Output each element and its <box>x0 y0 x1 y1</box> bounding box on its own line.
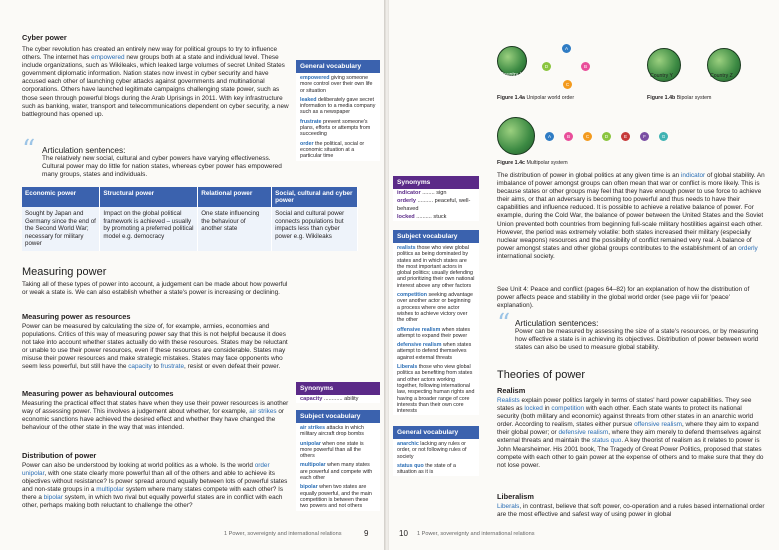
table-cell: Impact on the global political framework is achieved – usually by promoting a preferred political model e.g. democracy <box>100 207 198 251</box>
globe-multipolar <box>497 117 535 155</box>
resources-paragraph: Power can be measured by calculating the size of, for example, armies, economies and populations. Critics of this way of measuring power say that this is not helpful because it does not take into account whether states actually do with these resources. States may be reluctant or unable to use their power resources, even if these resources are considerable. States may misuse their power resources and make strategic mistakes. States may face opponents who seem less powerful, but still have the capacity to frustrate, resist or even defeat their power. <box>22 323 288 371</box>
table-header: Structural power <box>100 187 198 207</box>
articulation-text: Power can be measured by assessing the size of a state's resources, or by measuring how effective a state is in achieving its objectives. Distribution of power between world states can also be used to measure global stability. <box>515 328 759 352</box>
sidebar-title: Subject vocabulary <box>296 410 380 423</box>
synonym-row: orderly .......... peaceful, well-behaved <box>397 198 471 212</box>
circle-e: E <box>621 132 630 141</box>
synonyms-box <box>393 176 479 221</box>
circle-d: D <box>602 132 611 141</box>
country-y-label: Country Y <box>650 73 673 79</box>
circle-c: C <box>583 132 592 141</box>
vocab-item: multipolar when many states are powerful and compete with each other <box>300 462 373 482</box>
synonym-row: indicator ........ sign <box>397 190 447 196</box>
table-cell: Sought by Japan and Germany since the end of the Second World War; necessary for military power <box>22 207 100 251</box>
vocab-item: offensive realism when states attempt to expand their power <box>397 326 471 339</box>
circle-f: F <box>640 132 649 141</box>
country-x-label: Country X <box>500 72 524 78</box>
cross-reference-paragraph: See Unit 4: Peace and conflict (pages 64–82) for an explanation of how the distribution of power affects peace and stability in the global world order (see page viii for 'peace' explanation). <box>497 286 750 310</box>
country-z-label: Country Z <box>710 73 733 79</box>
circle-a: A <box>545 132 554 141</box>
quote-icon: “ <box>22 135 36 165</box>
vocab-item: bipolar when two states are equally powerful, and the main competition is between these two powers and not others <box>300 484 372 510</box>
figure-caption: Figure 1.4a Unipolar world order <box>497 95 575 101</box>
distribution-paragraph: Power can also be understood by looking at world politics as a whole. Is the world order unipolar, with one state clearly more powerful than all of the others and able to achieve its objectives without resistance? Is power spread around equally between lots of powerful states and non-state groups in a multipolar system where many states compete with each other? Is there a bipolar system, in which two rival but equally powerful states are in conflict with each other, perhaps making both reluctant to challenge the other? <box>22 462 288 510</box>
circle-b: B <box>564 132 573 141</box>
quote-icon: “ <box>497 309 511 339</box>
footer-text: 1 Power, sovereignty and international relations <box>417 531 535 537</box>
synonyms-box <box>296 382 380 403</box>
resources-heading: Measuring power as resources <box>22 312 131 321</box>
vocab-item: empowered giving someone more control over their own life or situation <box>300 75 373 94</box>
synonym-row: locked .......... stuck <box>397 214 447 220</box>
distribution-paragraph: The distribution of power in global politics at any given time is an indicator of global stability. An imbalance of power amongst groups can often mean that war or conflict is more likely. This is because states or other groups may feel that they have enough power to use force to achieve their aims, or that an adversary is becoming too powerful and thus needs to have their capabilities and influence reduced. It is possible to achieve a relative balance of power. For example, during the Cold War, the balance of power between the United States and the Soviet Union prevented both countries from beginning full-scale military hostilities against each other. However, the period was extremely volatile: both states increased their military (especially nuclear weapons) resources and the possibility of conflict remained very real. A balance of power amongst states and other global groups contributes to the establishment of an orderly international society. <box>497 172 765 260</box>
vocab-item: status quo the state of a situation as it is <box>397 462 456 476</box>
vocab-item: Liberals those who view global politics as benefiting from states and other actors working together, following international law, respecting human rights and having a broader range of core interests than their own core interests <box>397 364 475 415</box>
behaviour-paragraph: Measuring the practical effect that states have when they use their power resources is another way of assessing power. This involves a judgement about whether, for example, air strikes or economic sanctions have achieved the desired effect and whether they have changed the behaviour of the other state in the way that was intended. <box>22 400 289 432</box>
vocab-item: unipolar when one state is more powerful than all the others <box>300 440 364 460</box>
vocab-item: realists those who view global politics as being dominated by states and in which states are the most important actors in global politics; usually defending and prioritizing their own national interest above any other factors <box>397 245 475 289</box>
articulation-title: Articulation sentences: <box>515 318 599 328</box>
figure-caption: Figure 1.4b Bipolar system <box>647 95 712 101</box>
sidebar-title: Subject vocabulary <box>393 230 479 243</box>
subject-vocabulary-box <box>393 230 479 415</box>
measuring-paragraph: Taking all of these types of power into account, a judgement can be made about how powerful or weak a state is. We can also establish whether a state's power is increasing or declining. <box>22 281 288 297</box>
synonym-row: capacity ............ ability <box>300 396 359 402</box>
circle-d: D <box>542 62 551 71</box>
circle-b: B <box>581 62 590 71</box>
left-page <box>0 0 386 550</box>
figure-caption: Figure 1.4c Multipolar system <box>497 160 568 166</box>
vocab-item: anarchic lacking any rules or order, or not following rules of society <box>397 441 467 460</box>
theories-heading: Theories of power <box>497 369 586 381</box>
table-cell: Social and cultural power connects populations but impacts less than cyber power e.g. Wikileaks <box>272 207 358 251</box>
vocab-item: defensive realism when states attempt to defend themselves against external threats <box>397 342 472 361</box>
vocab-item: competition seeking advantage over another actor or beginning a process where one actor wishes to achieve victory over the other <box>397 292 473 324</box>
cyber-power-heading: Cyber power <box>22 33 67 42</box>
vocab-item: leaked deliberately gave secret information to a media company such as a newspaper <box>300 96 376 116</box>
power-types-table <box>22 187 358 251</box>
vocab-item: air strikes attacks in which military aircraft drop bombs <box>300 425 364 438</box>
footer-text: 1 Power, sovereignty and international relations <box>224 531 342 537</box>
right-page <box>389 0 779 550</box>
distribution-heading: Distribution of power <box>22 451 97 460</box>
table-header: Social, cultural and cyber power <box>272 187 358 207</box>
realism-paragraph: Realists explain power politics largely in terms of states' hard power capabilities. They see states as locked in competition with each other. Each state wants to protect its national security (both military and economic) against threats from other states in an anarchic world order. According to realism, states either pursue offensive realism, where they aim to expand their global power; or defensive realism, where they aim merely to defend themselves against external threats and maintain the status quo. A key theorist of realism as it relates to power is John Mearsheimer. His 2001 book, The Tragedy of Great Power Politics, proposed that states compete with each other to gain power at the expense of others and to make sure that they do not lose power. <box>497 397 764 469</box>
articulation-title: Articulation sentences: <box>42 145 126 155</box>
vocab-item: order the political, social or economic situation at a particular time <box>300 140 365 160</box>
synonyms-title: Synonyms <box>296 382 380 395</box>
cyber-power-paragraph: The cyber revolution has created an entirely new way for political groups to try to influence others. The internet has empowered new groups both at a state and individual level. These include organizations, such as Wikileaks, which leaked large volumes of secret United States government diplomatic information. Nation states now invest in cyber security and have accused each other of launching cyber attacks against governments and multinational corporations. Others have launched legitimate campaigns challenging state power, such as those seen through powerful blogs during the Arab Uprisings in 2011. With key infrastructure such as banking, water, transport and telecommunications dependent on cyber security, a new battleground has opened up. <box>22 46 289 118</box>
liberalism-heading: Liberalism <box>497 492 534 501</box>
behaviour-heading: Measuring power as behavioural outcomes <box>22 389 174 398</box>
articulation-text: The relatively new social, cultural and cyber powers have varying effectiveness. Cultural power may do little for nation states, whereas cyber power has empowered many groups, states and individuals. <box>42 155 282 179</box>
table-cell: One state influencing the behaviour of another state <box>198 207 272 251</box>
sidebar-title: General vocabulary <box>296 60 380 73</box>
circle-c: C <box>563 80 572 89</box>
general-vocabulary-box <box>296 60 380 161</box>
page-number: 9 <box>364 529 369 538</box>
realism-heading: Realism <box>497 386 526 395</box>
table-header: Economic power <box>22 187 100 207</box>
page-number: 10 <box>399 529 408 538</box>
subject-vocabulary-box <box>296 410 380 511</box>
synonyms-title: Synonyms <box>393 176 479 189</box>
liberalism-paragraph: Liberals, in contrast, believe that soft power, co-operation and a rules based international order are the most effective and safest way of using power in global <box>497 503 765 519</box>
vocab-item: frustrate prevent someone's plans, efforts or attempts from succeeding <box>300 118 371 138</box>
general-vocabulary-box <box>393 426 479 476</box>
circle-a: A <box>562 44 571 53</box>
table-header: Relational power <box>198 187 272 207</box>
sidebar-title: General vocabulary <box>393 426 479 439</box>
measuring-power-heading: Measuring power <box>22 266 107 278</box>
circle-g: G <box>659 132 668 141</box>
